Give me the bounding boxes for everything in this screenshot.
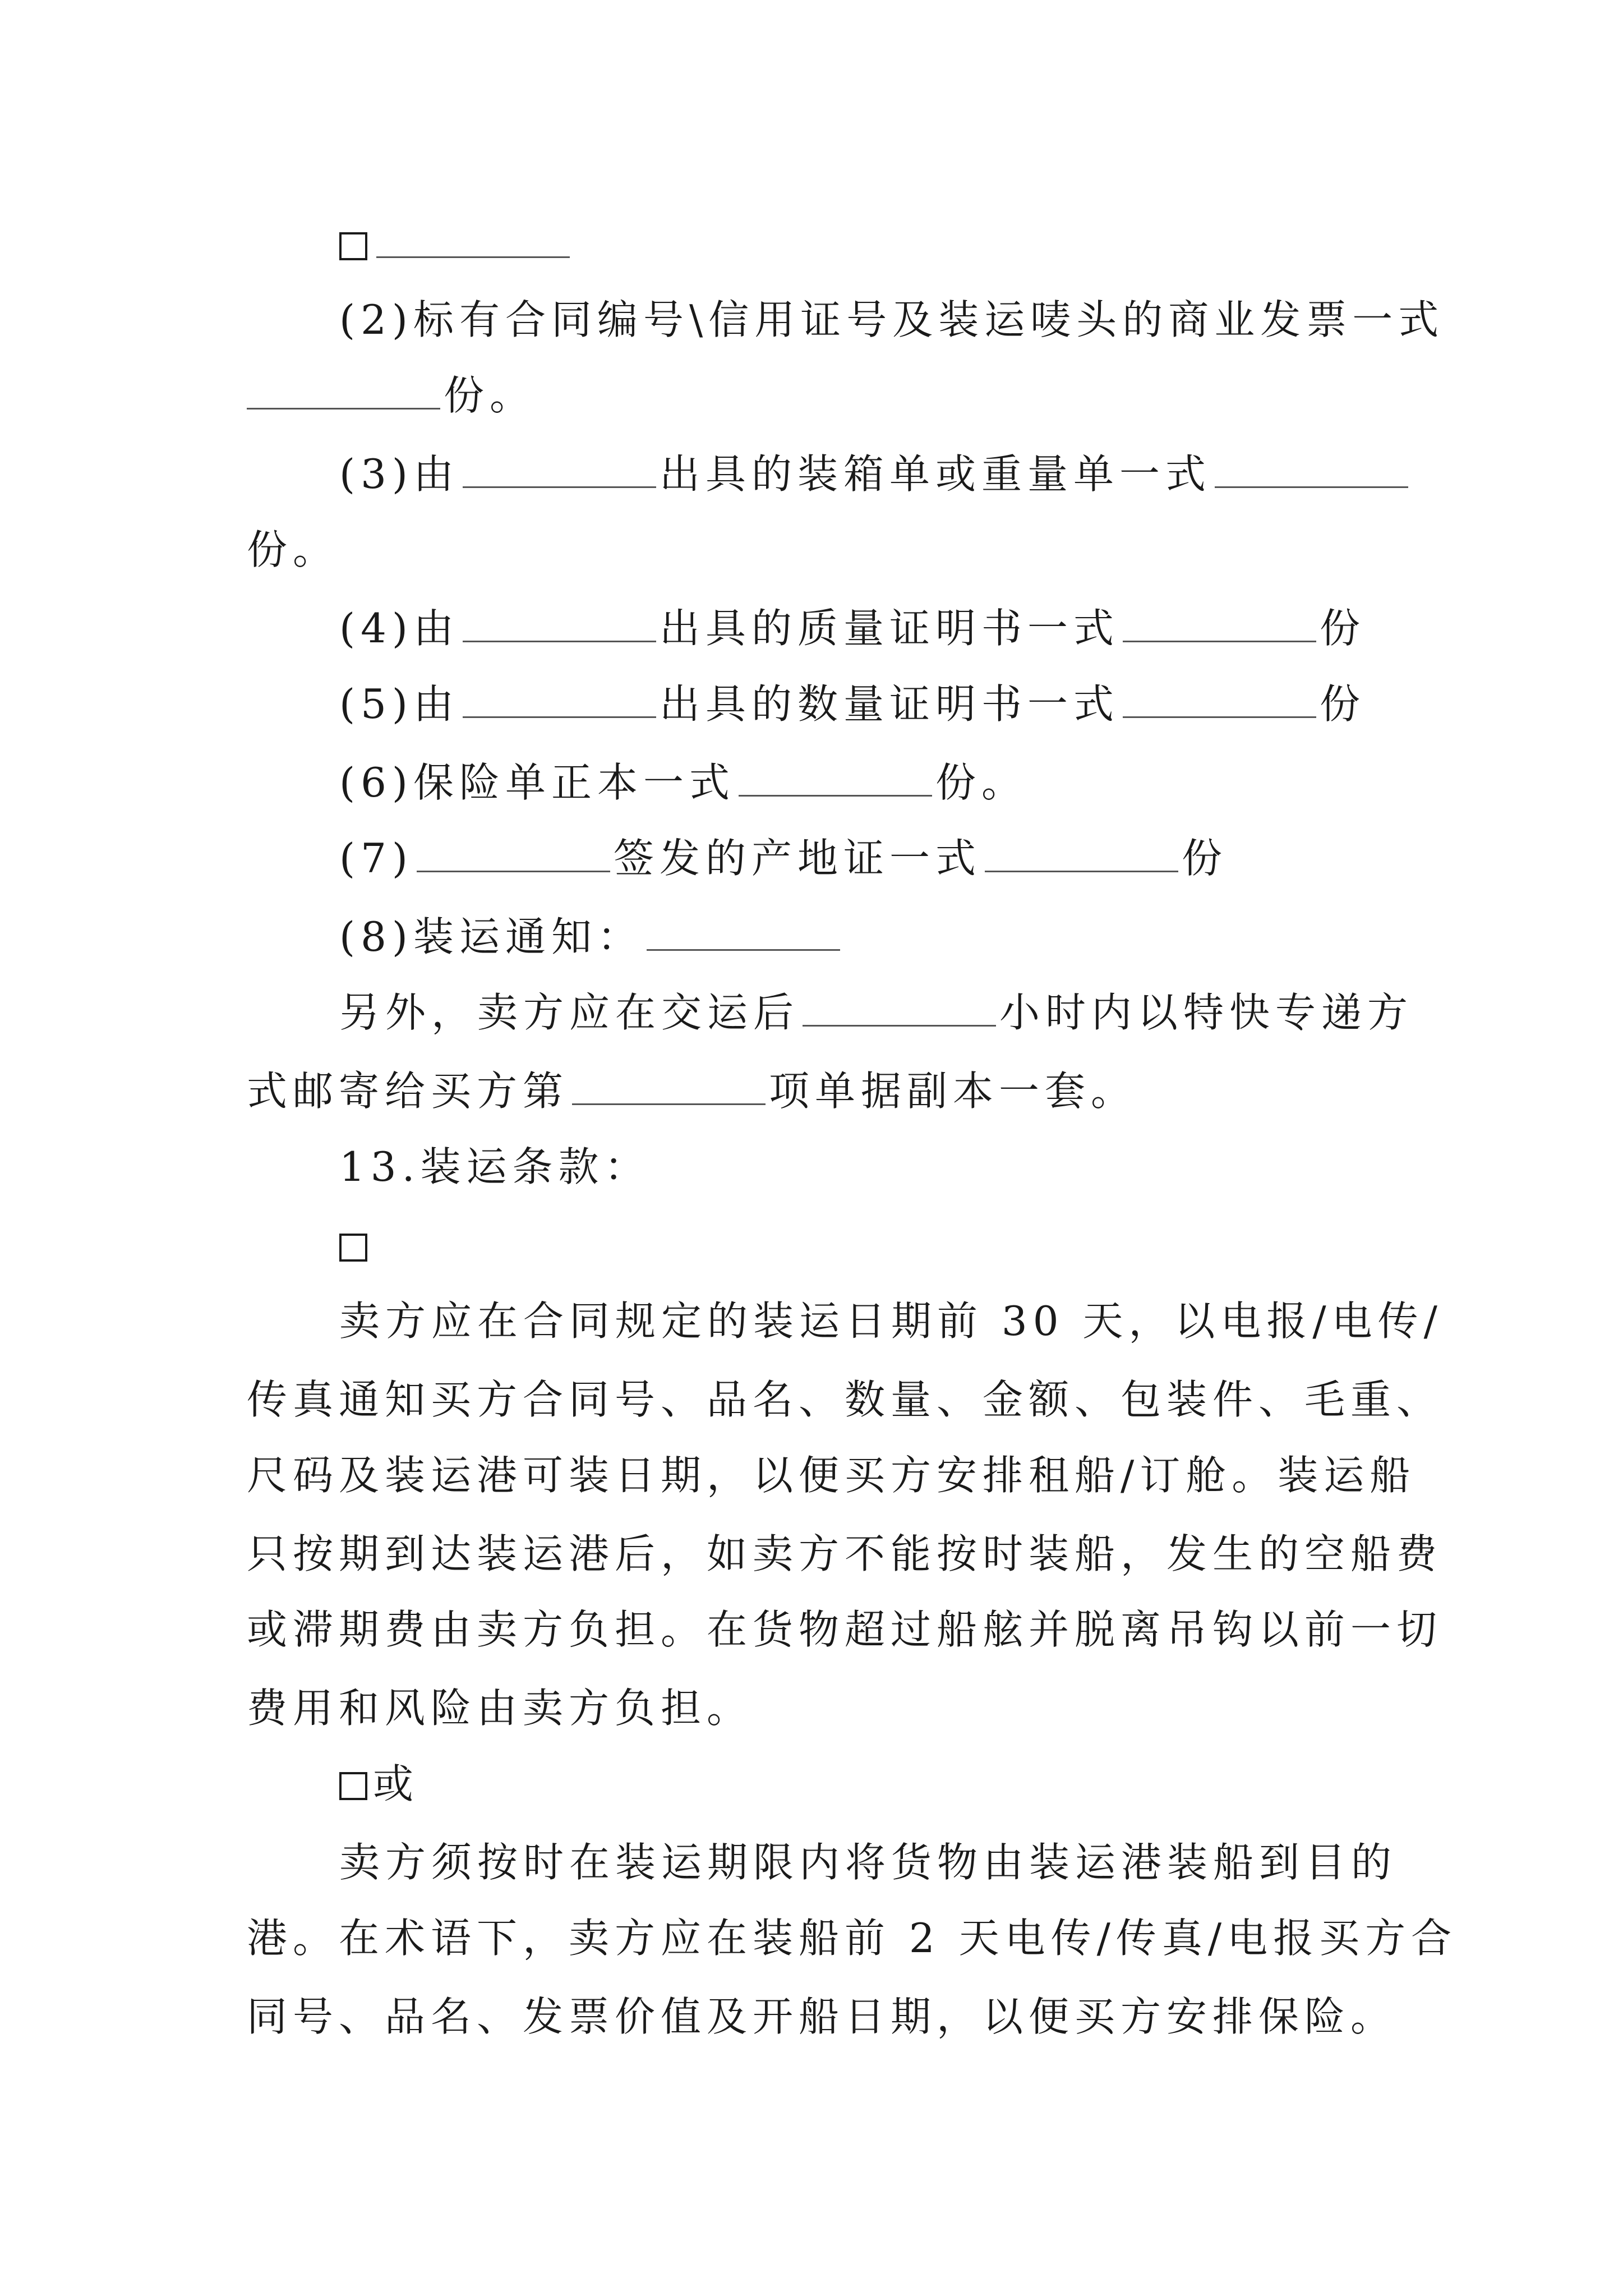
paragraph-1-line	[247, 1680, 1424, 1736]
fill-blank[interactable]	[647, 915, 840, 951]
item-5-line	[339, 676, 1517, 732]
item-4-line	[339, 600, 1517, 656]
extra-text-a: 另外，卖方应在交运后	[339, 989, 800, 1036]
item-7-line	[339, 830, 1517, 886]
fill-blank[interactable]	[739, 761, 932, 797]
section-13-title: 13.装运条款：	[339, 1143, 651, 1190]
paragraph-1-text: 费用和风险由卖方负担。	[247, 1685, 753, 1732]
option-line-3	[339, 1756, 1517, 1812]
item-4-suffix: 份	[1320, 605, 1366, 652]
item-2-suffix: 份。	[444, 372, 536, 419]
or-label: 或	[373, 1760, 419, 1807]
item-7-text: 签发的产地证一式	[614, 835, 982, 882]
fill-blank[interactable]	[803, 991, 996, 1027]
paragraph-2-line	[247, 1989, 1424, 2045]
fill-blank[interactable]	[417, 837, 610, 872]
fill-blank[interactable]	[1123, 607, 1316, 642]
fill-blank[interactable]	[572, 1070, 766, 1105]
paragraph-1-text: 或滞期费由卖方负担。在货物超过船舷并脱离吊钩以前一切	[247, 1606, 1443, 1653]
item-2-text: (2)标有合同编号\信用证号及装运唛头的商业发票一式	[339, 296, 1445, 343]
item-2-line	[339, 292, 1517, 348]
item-5-suffix: 份	[1320, 680, 1366, 728]
item-4-text: 出具的质量证明书一式	[660, 605, 1120, 652]
paragraph-2-text: 卖方须按时在装运期限内将货物由装运港装船到目的	[339, 1839, 1398, 1886]
paragraph-1-line	[247, 1526, 1443, 1582]
item-5-text: 出具的数量证明书一式	[660, 680, 1120, 728]
item-3-cont-line	[247, 522, 1424, 578]
item-3-prefix: (3)由	[339, 450, 459, 498]
fill-blank[interactable]	[985, 837, 1178, 872]
fill-blank[interactable]	[463, 453, 656, 488]
fill-blank[interactable]	[376, 223, 570, 258]
section-13-heading	[339, 1139, 1517, 1195]
item-6-suffix: 份。	[935, 759, 1028, 806]
paragraph-2-line	[339, 1834, 1517, 1890]
item-4-prefix: (4)由	[339, 605, 459, 652]
checkbox-option[interactable]	[339, 1772, 367, 1800]
item-6-line	[339, 754, 1517, 811]
extra-cont-line	[247, 1063, 1424, 1119]
item-2-cont-line	[247, 367, 1424, 424]
paragraph-1-line	[339, 1293, 1517, 1349]
paragraph-1-line	[247, 1447, 1424, 1503]
paragraph-1-text: 只按期到达装运港后，如卖方不能按时装船，发生的空船费	[247, 1530, 1443, 1577]
paragraph-1-text: 尺码及装运港可装日期，以便买方安排租船/订舱。装运船	[247, 1452, 1416, 1499]
paragraph-2-text: 港。在术语下，卖方应在装船前 2 天电传/传真/电报买方合	[247, 1915, 1458, 1962]
fill-blank[interactable]	[1123, 683, 1316, 718]
item-3-suffix: 份。	[247, 526, 339, 573]
item-7-suffix: 份	[1182, 835, 1228, 882]
paragraph-2-text: 同号、品名、发票价值及开船日期，以便买方安排保险。	[247, 1993, 1397, 2040]
extra-cont-b: 项单据副本一套。	[769, 1068, 1137, 1115]
item-7-prefix: (7)	[339, 835, 413, 882]
paragraph-1-text: 传真通知买方合同号、品名、数量、金额、包装件、毛重、	[247, 1376, 1443, 1423]
extra-line	[339, 984, 1517, 1041]
fill-blank[interactable]	[1215, 453, 1408, 488]
item-5-prefix: (5)由	[339, 680, 459, 728]
item-8-line	[339, 909, 1517, 965]
fill-blank[interactable]	[247, 374, 440, 409]
item-3-line	[339, 446, 1517, 502]
item-3-text: 出具的装箱单或重量单一式	[660, 450, 1212, 498]
paragraph-1-line	[247, 1602, 1443, 1658]
fill-blank[interactable]	[463, 683, 656, 718]
paragraph-1-text: 卖方应在合同规定的装运日期前 30 天，以电报/电传/	[339, 1297, 1443, 1345]
fill-blank[interactable]	[463, 607, 656, 642]
checkbox-option[interactable]	[339, 1234, 367, 1262]
item-8-text: (8)装运通知：	[339, 913, 643, 960]
option-line-2	[339, 1217, 1517, 1273]
extra-cont-a: 式邮寄给买方第	[247, 1068, 569, 1115]
paragraph-1-line	[247, 1372, 1443, 1428]
option-line-1	[339, 216, 1517, 272]
paragraph-2-line	[247, 1910, 1458, 1966]
item-6-text: (6)保险单正本一式	[339, 759, 735, 806]
checkbox-option[interactable]	[339, 232, 367, 260]
extra-text-b: 小时内以特快专递方	[999, 989, 1414, 1036]
